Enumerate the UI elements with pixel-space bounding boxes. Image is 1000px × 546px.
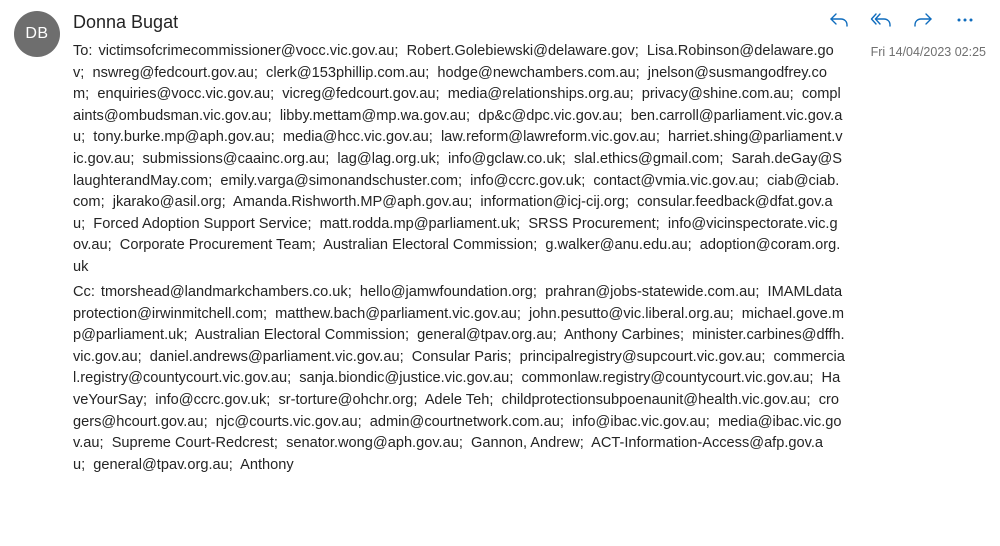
recipient-separator: ; [270,129,283,146]
to-recipient[interactable]: enquiries@vocc.vic.gov.au [97,86,271,103]
reply-all-icon [870,12,892,28]
recipient-separator: ; [516,215,529,232]
to-recipient[interactable]: info@ccrc.gov.uk [470,172,582,189]
to-recipient[interactable]: clerk@153phillip.com.au [266,64,426,81]
to-recipient[interactable]: vicreg@fedcourt.gov.au [282,86,436,103]
recipient-separator: ; [719,150,732,167]
cc-recipient[interactable]: Anthony [240,456,294,473]
to-recipient[interactable]: emily.varga@simonandschuster.com [220,172,458,189]
to-recipient[interactable]: jkarako@asil.org [112,194,222,211]
recipient-separator: ; [507,348,520,365]
cc-recipient[interactable]: daniel.andrews@parliament.vic.gov.au [149,348,400,365]
recipient-separator: ; [435,150,448,167]
recipient-separator: ; [457,172,471,189]
cc-recipient[interactable]: Australian Electoral Commission [194,327,405,344]
to-recipient[interactable]: ciab@ciab.com [73,172,840,211]
to-recipient[interactable]: adoption@coram.org.uk [73,237,841,275]
cc-recipient[interactable]: njc@courts.vic.gov.au [215,413,358,430]
more-icon [956,17,974,23]
recipient-separator: ; [789,86,802,103]
recipient-separator: ; [561,150,574,167]
to-recipient[interactable]: slal.ethics@gmail.com [573,150,720,167]
to-recipient[interactable]: nswreg@fedcourt.gov.au [92,64,254,81]
recipient-separator: ; [413,391,425,408]
to-recipient[interactable]: hodge@newchambers.com.au [437,64,636,81]
cc-recipient[interactable]: commercial.registry@countycourt.vic.gov.au [73,348,845,387]
recipient-separator: ; [705,413,718,430]
avatar[interactable]: DB [14,11,60,57]
to-recipients [73,41,845,279]
recipient-separator: ; [130,150,143,167]
to-recipient[interactable]: information@icj-cij.org [480,194,625,211]
recipient-separator: ; [81,456,94,473]
reply-icon [829,12,849,28]
recipient-separator: ; [228,456,241,473]
cc-recipient[interactable]: john.pesutto@vic.liberal.org.au [529,305,730,322]
recipient-separator: ; [468,194,481,211]
to-recipient[interactable]: tony.burke.mp@aph.gov.au [93,129,271,146]
to-recipient[interactable]: media@hcc.vic.gov.au [282,129,429,146]
recipient-separator: ; [263,305,276,322]
cc-recipient[interactable]: crogers@hcourt.gov.au [73,391,839,430]
recipient-separator: ; [266,391,279,408]
to-recipient[interactable]: Sarah.deGay@SlaughterandMay.com [73,150,843,189]
recipient-separator: ; [509,370,522,387]
recipient-separator: ; [618,107,631,124]
sender-name[interactable]: Donna Bugat [73,12,179,32]
recipient-separator: ; [270,86,283,103]
cc-recipient[interactable]: Anthony Carbines [563,327,680,344]
recipient-separator: ; [100,194,113,211]
recipient-separator: ; [325,150,338,167]
recipient-separator: ; [81,129,94,146]
recipient-separator: ; [466,107,479,124]
recipient-separator: ; [754,172,767,189]
recipient-separator: ; [357,413,370,430]
cc-recipient[interactable]: hello@jamwfoundation.org [359,284,533,300]
cc-label: Cc: [73,284,95,300]
recipient-separator: ; [679,327,693,344]
to-recipient[interactable]: Corporate Procurement Team [119,237,312,254]
recipient-separator: ; [435,86,448,103]
to-recipient[interactable]: privacy@shine.com.au [641,86,790,103]
to-recipient[interactable]: complaints@ombudsman.vic.gov.au [73,86,841,124]
cc-recipient[interactable]: Supreme Court-Redcrest [111,435,274,452]
cc-recipient[interactable]: sanja.biondic@justice.vic.gov.au [299,370,510,387]
cc-recipient[interactable]: childprotectionsubpoenaunit@health.vic.gov.au [501,391,807,408]
recipient-separator: ; [404,327,418,344]
to-recipient[interactable]: victimsofcrimecommissioner@vocc.vic.gov.au [98,43,395,59]
recipient-separator: ; [755,284,768,300]
recipient-separator: ; [532,284,546,300]
to-recipient[interactable]: consular.feedback@dfat.gov.au [73,194,833,232]
cc-recipient[interactable]: commonlaw.registry@countycourt.vic.gov.au [521,370,810,387]
cc-recipient[interactable]: admin@courtnetwork.com.au [369,413,560,430]
more-actions-button[interactable] [944,8,986,32]
recipient-separator: ; [81,215,94,232]
to-recipient[interactable]: jnelson@susmangodfrey.com [73,64,827,103]
cc-recipient[interactable]: Adele Teh [424,391,490,408]
recipient-separator: ; [655,215,668,232]
recipient-separator: ; [137,348,150,365]
recipient-separator: ; [458,435,472,452]
to-recipient[interactable]: harriet.shing@parliament.vic.gov.au [73,129,843,167]
recipient-separator: ; [729,305,742,322]
cc-recipient[interactable]: sr-torture@ohchr.org [278,391,414,408]
recipient-separator: ; [579,435,592,452]
recipient-separator: ; [267,107,280,124]
recipient-separator: ; [533,237,546,254]
recipient-separator: ; [311,237,324,254]
cc-recipient[interactable]: media@ibac.vic.gov.au [73,413,842,452]
to-recipient[interactable]: submissions@caainc.org.au [142,150,326,167]
recipient-separator: ; [516,305,530,322]
cc-recipient[interactable]: info@ccrc.gov.uk [155,391,267,408]
recipient-separator: ; [221,194,234,211]
to-recipient[interactable]: Australian Electoral Commission [323,237,534,254]
to-recipient[interactable]: media@relationships.org.au [447,86,630,103]
recipient-separator: ; [399,348,412,365]
recipient-separator: ; [85,86,98,103]
cc-recipient[interactable]: michael.gove.mp@parliament.uk [73,305,844,344]
recipient-separator: ; [183,327,195,344]
to-label: To: [73,43,93,59]
recipient-separator: ; [687,237,700,254]
to-recipient[interactable]: matt.rodda.mp@parliament.uk [319,215,517,232]
recipient-separator: ; [208,172,221,189]
cc-recipient[interactable]: info@ibac.vic.gov.au [572,413,706,430]
recipient-separator: ; [80,64,93,81]
to-recipient[interactable]: info@gclaw.co.uk [447,150,562,167]
cc-recipient[interactable]: matthew.bach@parliament.vic.gov.au [275,305,517,322]
cc-list [73,284,845,473]
to-list [73,43,843,275]
recipient-separator: ; [761,348,774,365]
recipient-separator: ; [425,64,438,81]
recipient-separator: ; [806,391,819,408]
cc-recipient[interactable]: HaveYourSay [73,370,841,408]
recipient-separator: ; [655,129,668,146]
timestamp: Fri 14/04/2023 02:25 [870,45,986,59]
recipient-separator: ; [629,86,642,103]
cc-recipients [73,282,845,476]
cc-recipient[interactable]: principalregistry@supcourt.vic.gov.au [519,348,762,365]
recipient-separator: ; [581,172,594,189]
cc-recipient[interactable]: general@tpav.org.au [417,327,553,344]
recipient-separator: ; [273,435,287,452]
to-recipient[interactable]: Forced Adoption Support Service [93,215,308,232]
message-actions [818,8,986,32]
cc-recipient[interactable]: tmorshead@landmarkchambers.co.uk [100,284,348,300]
to-recipient[interactable]: contact@vmia.vic.gov.au [593,172,755,189]
cc-recipient[interactable]: prahran@jobs-statewide.com.au [545,284,756,300]
to-recipient[interactable]: dp&c@dpc.vic.gov.au [478,107,619,124]
recipient-separator: ; [394,43,407,59]
recipient-separator: ; [428,129,441,146]
forward-button[interactable] [902,8,944,32]
cc-recipient[interactable]: senator.wong@aph.gov.au [286,435,459,452]
recipient-separator: ; [624,194,638,211]
to-recipient[interactable]: law.reform@lawreform.vic.gov.au [440,129,656,146]
reply-button[interactable] [818,8,860,32]
forward-icon [913,12,933,28]
to-recipient[interactable]: Robert.Golebiewski@delaware.gov [406,43,635,59]
reply-all-button[interactable] [860,8,902,32]
recipient-separator: ; [489,391,502,408]
to-recipient[interactable]: Amanda.Rishworth.MP@aph.gov.au [233,194,469,211]
to-recipient[interactable]: Lisa.Robinson@delaware.gov [73,43,834,81]
cc-recipient[interactable]: Consular Paris [411,348,508,365]
to-recipient[interactable]: info@vicinspectorate.vic.gov.au [73,215,838,254]
recipient-separator: ; [559,413,572,430]
recipient-separator: ; [203,413,216,430]
cc-recipient[interactable]: IMAMLdataprotection@irwinmitchell.com [73,284,843,322]
to-recipient[interactable]: SRSS Procurement [528,215,656,232]
recipient-separator: ; [552,327,564,344]
cc-recipient[interactable]: Gannon, Andrew [471,435,580,452]
cc-recipient[interactable]: general@tpav.org.au [93,456,229,473]
recipient-separator: ; [143,391,156,408]
recipient-separator: ; [809,370,822,387]
cc-recipient[interactable]: ACT-Information-Access@afp.gov.au [73,435,824,473]
recipient-separator: ; [634,43,647,59]
to-recipient[interactable]: ben.carroll@parliament.vic.gov.au [73,107,843,146]
recipient-separator: ; [253,64,267,81]
recipient-separator: ; [347,284,360,300]
to-recipient[interactable]: lag@lag.org.uk [337,150,436,167]
recipient-separator: ; [287,370,300,387]
cc-recipient[interactable]: minister.carbines@dffh.vic.gov.au [73,327,845,365]
recipient-separator: ; [307,215,320,232]
recipient-separator: ; [99,435,112,452]
recipient-separator: ; [635,64,648,81]
recipient-separator: ; [107,237,120,254]
to-recipient[interactable]: libby.mettam@mp.wa.gov.au [279,107,467,124]
to-recipient[interactable]: g.walker@anu.edu.au [545,237,688,254]
